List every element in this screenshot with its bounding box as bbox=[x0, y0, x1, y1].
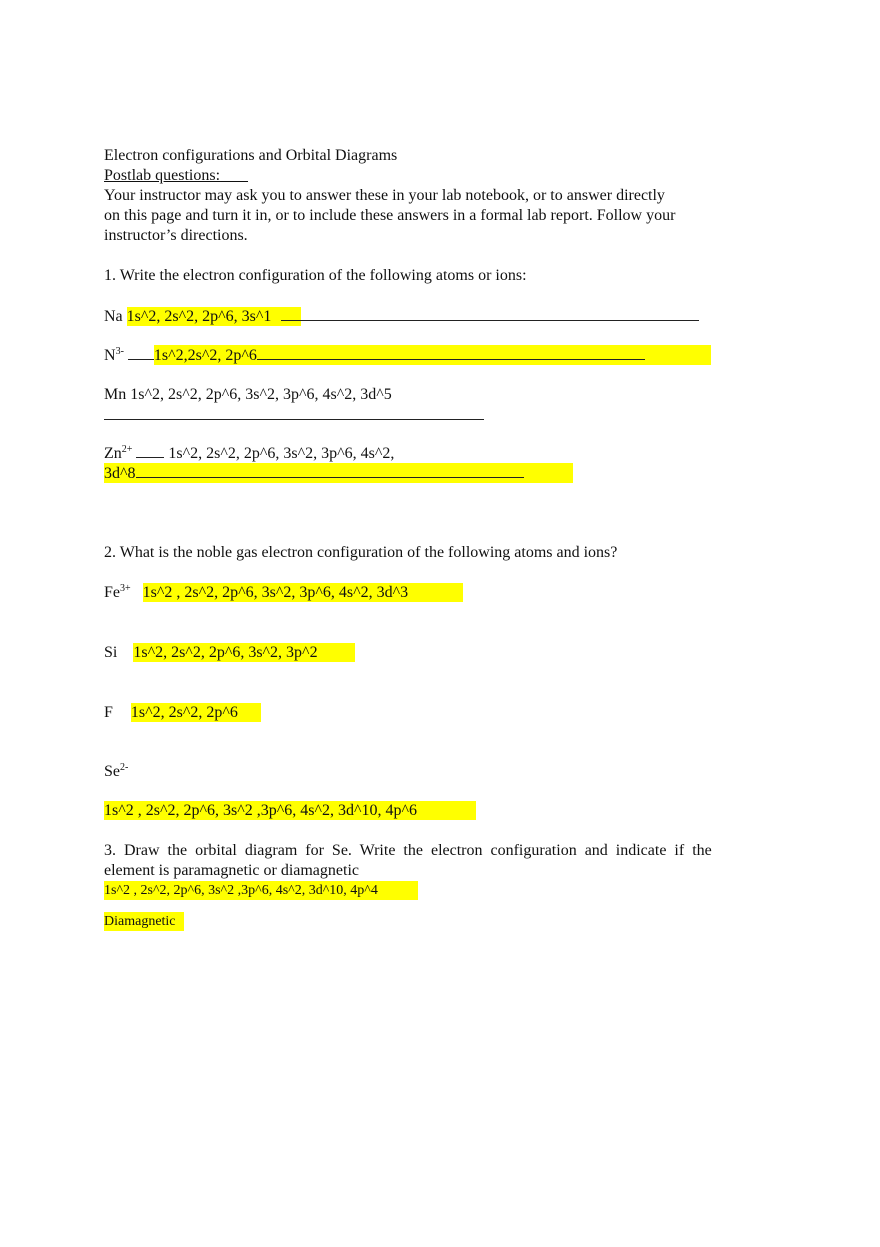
na-answer: 1s^2, 2s^2, 2p^6, 3s^1 bbox=[127, 307, 301, 326]
question-2: 2. What is the noble gas electron configuration of the following atoms and ions? bbox=[104, 544, 618, 561]
zn-symbol: Zn bbox=[104, 445, 122, 462]
page-title: Electron configurations and Orbital Diagrams bbox=[104, 147, 398, 164]
zn-tail-box bbox=[104, 463, 573, 483]
n-prefix-line bbox=[128, 345, 154, 360]
se-row bbox=[104, 762, 128, 781]
se-charge: 2- bbox=[120, 762, 129, 773]
si-row bbox=[104, 643, 355, 662]
zn-prefix-line bbox=[136, 443, 164, 458]
subtitle-text: Postlab questions: bbox=[104, 167, 221, 184]
question-3-line-1: 3. Draw the orbital diagram for Se. Write the electron configuration and indicate if the bbox=[104, 842, 712, 859]
se-answer-row bbox=[104, 801, 476, 820]
f-row bbox=[104, 703, 261, 722]
zn-part: 2s^2, bbox=[206, 445, 240, 462]
n-label bbox=[104, 347, 124, 364]
question-1: 1. Write the electron configuration of the following atoms or ions: bbox=[104, 267, 527, 284]
se-answer: 1s^2 , 2s^2, 2p^6, 3s^2 ,3p^6, 4s^2, 3d^10, 4p^6 bbox=[104, 801, 476, 820]
mn-label: Mn bbox=[104, 386, 127, 403]
n-charge: 3- bbox=[115, 346, 124, 357]
zn-row bbox=[104, 443, 784, 463]
q3-config-row bbox=[104, 881, 418, 900]
mn-part: 2s^2, bbox=[167, 386, 202, 403]
mn-part: 3p^6, bbox=[282, 386, 319, 403]
fe-symbol: Fe bbox=[104, 584, 120, 601]
fe-answer: 1s^2 , 2s^2, 2p^6, 3s^2, 3p^6, 4s^2, 3d^3 bbox=[143, 583, 463, 602]
n-symbol: N bbox=[104, 347, 116, 364]
zn-label bbox=[104, 445, 132, 462]
fe-charge: 3+ bbox=[120, 583, 131, 594]
mn-part: 2p^6, bbox=[205, 386, 242, 403]
mn-part: 4s^2, bbox=[322, 386, 357, 403]
fe-label bbox=[104, 584, 131, 601]
zn-part: 3s^2, bbox=[283, 445, 318, 462]
f-answer: 1s^2, 2s^2, 2p^6 bbox=[131, 703, 261, 722]
f-label: F bbox=[104, 704, 113, 721]
zn-answer-line bbox=[136, 463, 524, 478]
mn-part: 3d^5 bbox=[360, 386, 392, 403]
si-label: Si bbox=[104, 644, 118, 661]
q3-magnetism: Diamagnetic bbox=[104, 912, 184, 931]
zn-part: 4s^2, bbox=[360, 445, 395, 462]
zn-tail: 3d^8 bbox=[104, 465, 136, 482]
instructions-line-3: instructor’s directions. bbox=[104, 227, 248, 244]
zn-part: 2p^6, bbox=[243, 445, 280, 462]
zn-charge: 2+ bbox=[121, 444, 133, 455]
instructions-line-1: Your instructor may ask you to answer these in your lab notebook, or to answer directly bbox=[104, 187, 665, 204]
na-answer-line bbox=[281, 306, 699, 321]
n-row bbox=[104, 345, 711, 365]
zn-continuation bbox=[104, 463, 573, 483]
instructions-line-2: on this page and turn it in, or to include these answers in a formal lab report. Follow your bbox=[104, 207, 676, 224]
si-answer: 1s^2, 2s^2, 2p^6, 3s^2, 3p^2 bbox=[133, 643, 355, 662]
page-subtitle bbox=[104, 166, 248, 185]
mn-row bbox=[104, 385, 784, 405]
n-answer-box bbox=[154, 345, 711, 365]
na-label: Na bbox=[104, 308, 123, 325]
se-symbol: Se bbox=[104, 763, 120, 780]
q3-magnetism-row bbox=[104, 912, 184, 931]
zn-part: 3p^6, bbox=[321, 445, 357, 462]
question-3-line-2: element is paramagnetic or diamagnetic bbox=[104, 862, 359, 879]
mn-answer-line bbox=[104, 405, 484, 420]
mn-continuation bbox=[104, 405, 484, 425]
mn-part: 3s^2, bbox=[245, 386, 279, 403]
n-answer: 1s^2,2s^2, 2p^6 bbox=[153, 347, 257, 364]
mn-part: 1s^2, bbox=[130, 386, 164, 403]
q3-config: 1s^2 , 2s^2, 2p^6, 3s^2 ,3p^6, 4s^2, 3d^10, 4p^4 bbox=[104, 881, 418, 900]
zn-part: 1s^2, bbox=[168, 445, 203, 462]
n-answer-line bbox=[257, 345, 645, 360]
na-row bbox=[104, 306, 699, 326]
fe-row bbox=[104, 583, 463, 602]
subtitle-blank bbox=[220, 167, 248, 184]
